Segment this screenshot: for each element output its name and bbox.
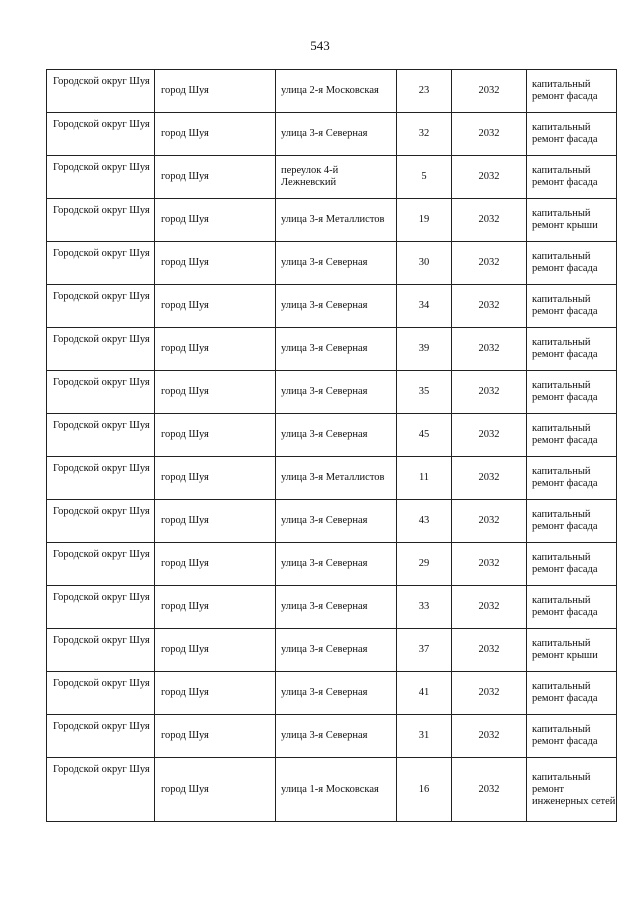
- year-cell: 2032: [452, 586, 527, 629]
- city-cell: город Шуя: [155, 586, 276, 629]
- year-cell: 2032: [452, 500, 527, 543]
- year-cell: 2032: [452, 758, 527, 822]
- year-cell: 2032: [452, 543, 527, 586]
- table-row: [47, 113, 617, 156]
- house-number-cell: 5: [397, 156, 452, 199]
- house-number-cell: 29: [397, 543, 452, 586]
- works-table: [46, 69, 617, 822]
- okrug-cell: Городской округ Шуя: [47, 371, 155, 414]
- house-number-cell: 33: [397, 586, 452, 629]
- work-type-cell: капитальный ремонт крыши: [527, 199, 617, 242]
- work-type-cell: капитальный ремонт фасада: [527, 543, 617, 586]
- table-row: [47, 156, 617, 199]
- street-cell: улица 3-я Северная: [276, 371, 397, 414]
- okrug-cell: Городской округ Шуя: [47, 242, 155, 285]
- table-row: [47, 328, 617, 371]
- street-cell: улица 3-я Северная: [276, 113, 397, 156]
- work-type-cell: капитальный ремонт фасада: [527, 328, 617, 371]
- year-cell: 2032: [452, 629, 527, 672]
- work-type-cell: капитальный ремонт фасада: [527, 242, 617, 285]
- work-type-cell: капитальный ремонт фасада: [527, 500, 617, 543]
- year-cell: 2032: [452, 113, 527, 156]
- city-cell: город Шуя: [155, 629, 276, 672]
- work-type-cell: капитальный ремонт фасада: [527, 156, 617, 199]
- work-type-cell: капитальный ремонт фасада: [527, 285, 617, 328]
- okrug-cell: Городской округ Шуя: [47, 543, 155, 586]
- street-cell: улица 3-я Северная: [276, 629, 397, 672]
- city-cell: город Шуя: [155, 500, 276, 543]
- table-row: [47, 70, 617, 113]
- okrug-cell: Городской округ Шуя: [47, 285, 155, 328]
- okrug-cell: Городской округ Шуя: [47, 715, 155, 758]
- table-row: [47, 242, 617, 285]
- year-cell: 2032: [452, 328, 527, 371]
- house-number-cell: 37: [397, 629, 452, 672]
- okrug-cell: Городской округ Шуя: [47, 414, 155, 457]
- okrug-cell: Городской округ Шуя: [47, 758, 155, 822]
- house-number-cell: 31: [397, 715, 452, 758]
- street-cell: улица 3-я Северная: [276, 242, 397, 285]
- city-cell: город Шуя: [155, 156, 276, 199]
- street-cell: улица 3-я Северная: [276, 586, 397, 629]
- table-row: [47, 543, 617, 586]
- table-row: [47, 758, 617, 822]
- street-cell: улица 3-я Северная: [276, 672, 397, 715]
- city-cell: город Шуя: [155, 672, 276, 715]
- table-row: [47, 457, 617, 500]
- city-cell: город Шуя: [155, 113, 276, 156]
- house-number-cell: 43: [397, 500, 452, 543]
- street-cell: улица 3-я Северная: [276, 715, 397, 758]
- okrug-cell: Городской округ Шуя: [47, 70, 155, 113]
- okrug-cell: Городской округ Шуя: [47, 629, 155, 672]
- table-row: [47, 629, 617, 672]
- city-cell: город Шуя: [155, 242, 276, 285]
- house-number-cell: 19: [397, 199, 452, 242]
- street-cell: улица 2-я Московская: [276, 70, 397, 113]
- okrug-cell: Городской округ Шуя: [47, 672, 155, 715]
- table-row: [47, 500, 617, 543]
- year-cell: 2032: [452, 70, 527, 113]
- street-cell: улица 3-я Металлистов: [276, 457, 397, 500]
- okrug-cell: Городской округ Шуя: [47, 328, 155, 371]
- house-number-cell: 23: [397, 70, 452, 113]
- table-row: [47, 672, 617, 715]
- city-cell: город Шуя: [155, 199, 276, 242]
- year-cell: 2032: [452, 156, 527, 199]
- house-number-cell: 11: [397, 457, 452, 500]
- work-type-cell: капитальный ремонт крыши: [527, 629, 617, 672]
- city-cell: город Шуя: [155, 457, 276, 500]
- okrug-cell: Городской округ Шуя: [47, 199, 155, 242]
- city-cell: город Шуя: [155, 715, 276, 758]
- city-cell: город Шуя: [155, 758, 276, 822]
- house-number-cell: 34: [397, 285, 452, 328]
- year-cell: 2032: [452, 672, 527, 715]
- year-cell: 2032: [452, 414, 527, 457]
- work-type-cell: капитальный ремонт фасада: [527, 457, 617, 500]
- okrug-cell: Городской округ Шуя: [47, 586, 155, 629]
- house-number-cell: 41: [397, 672, 452, 715]
- street-cell: улица 3-я Северная: [276, 414, 397, 457]
- year-cell: 2032: [452, 242, 527, 285]
- okrug-cell: Городской округ Шуя: [47, 500, 155, 543]
- table-row: [47, 285, 617, 328]
- work-type-cell: капитальный ремонт фасада: [527, 586, 617, 629]
- street-cell: улица 3-я Северная: [276, 500, 397, 543]
- work-type-cell: капитальный ремонт фасада: [527, 414, 617, 457]
- house-number-cell: 35: [397, 371, 452, 414]
- table-row: [47, 414, 617, 457]
- house-number-cell: 45: [397, 414, 452, 457]
- okrug-cell: Городской округ Шуя: [47, 113, 155, 156]
- work-type-cell: капитальный ремонт фасада: [527, 672, 617, 715]
- table-row: [47, 586, 617, 629]
- table-row: [47, 199, 617, 242]
- year-cell: 2032: [452, 199, 527, 242]
- city-cell: город Шуя: [155, 414, 276, 457]
- city-cell: город Шуя: [155, 328, 276, 371]
- work-type-cell: капитальный ремонт инженерных сетей: [527, 758, 617, 822]
- work-type-cell: капитальный ремонт фасада: [527, 371, 617, 414]
- street-cell: улица 1-я Московская: [276, 758, 397, 822]
- street-cell: улица 3-я Северная: [276, 328, 397, 371]
- house-number-cell: 16: [397, 758, 452, 822]
- okrug-cell: Городской округ Шуя: [47, 156, 155, 199]
- street-cell: переулок 4-й Лежневский: [276, 156, 397, 199]
- city-cell: город Шуя: [155, 285, 276, 328]
- work-type-cell: капитальный ремонт фасада: [527, 715, 617, 758]
- table-row: [47, 371, 617, 414]
- city-cell: город Шуя: [155, 543, 276, 586]
- okrug-cell: Городской округ Шуя: [47, 457, 155, 500]
- street-cell: улица 3-я Металлистов: [276, 199, 397, 242]
- house-number-cell: 30: [397, 242, 452, 285]
- work-type-cell: капитальный ремонт фасада: [527, 113, 617, 156]
- house-number-cell: 39: [397, 328, 452, 371]
- year-cell: 2032: [452, 715, 527, 758]
- street-cell: улица 3-я Северная: [276, 285, 397, 328]
- year-cell: 2032: [452, 457, 527, 500]
- table-row: [47, 715, 617, 758]
- house-number-cell: 32: [397, 113, 452, 156]
- work-type-cell: капитальный ремонт фасада: [527, 70, 617, 113]
- page-number: 543: [310, 38, 330, 53]
- city-cell: город Шуя: [155, 371, 276, 414]
- city-cell: город Шуя: [155, 70, 276, 113]
- street-cell: улица 3-я Северная: [276, 543, 397, 586]
- year-cell: 2032: [452, 285, 527, 328]
- table-body: [47, 70, 617, 822]
- year-cell: 2032: [452, 371, 527, 414]
